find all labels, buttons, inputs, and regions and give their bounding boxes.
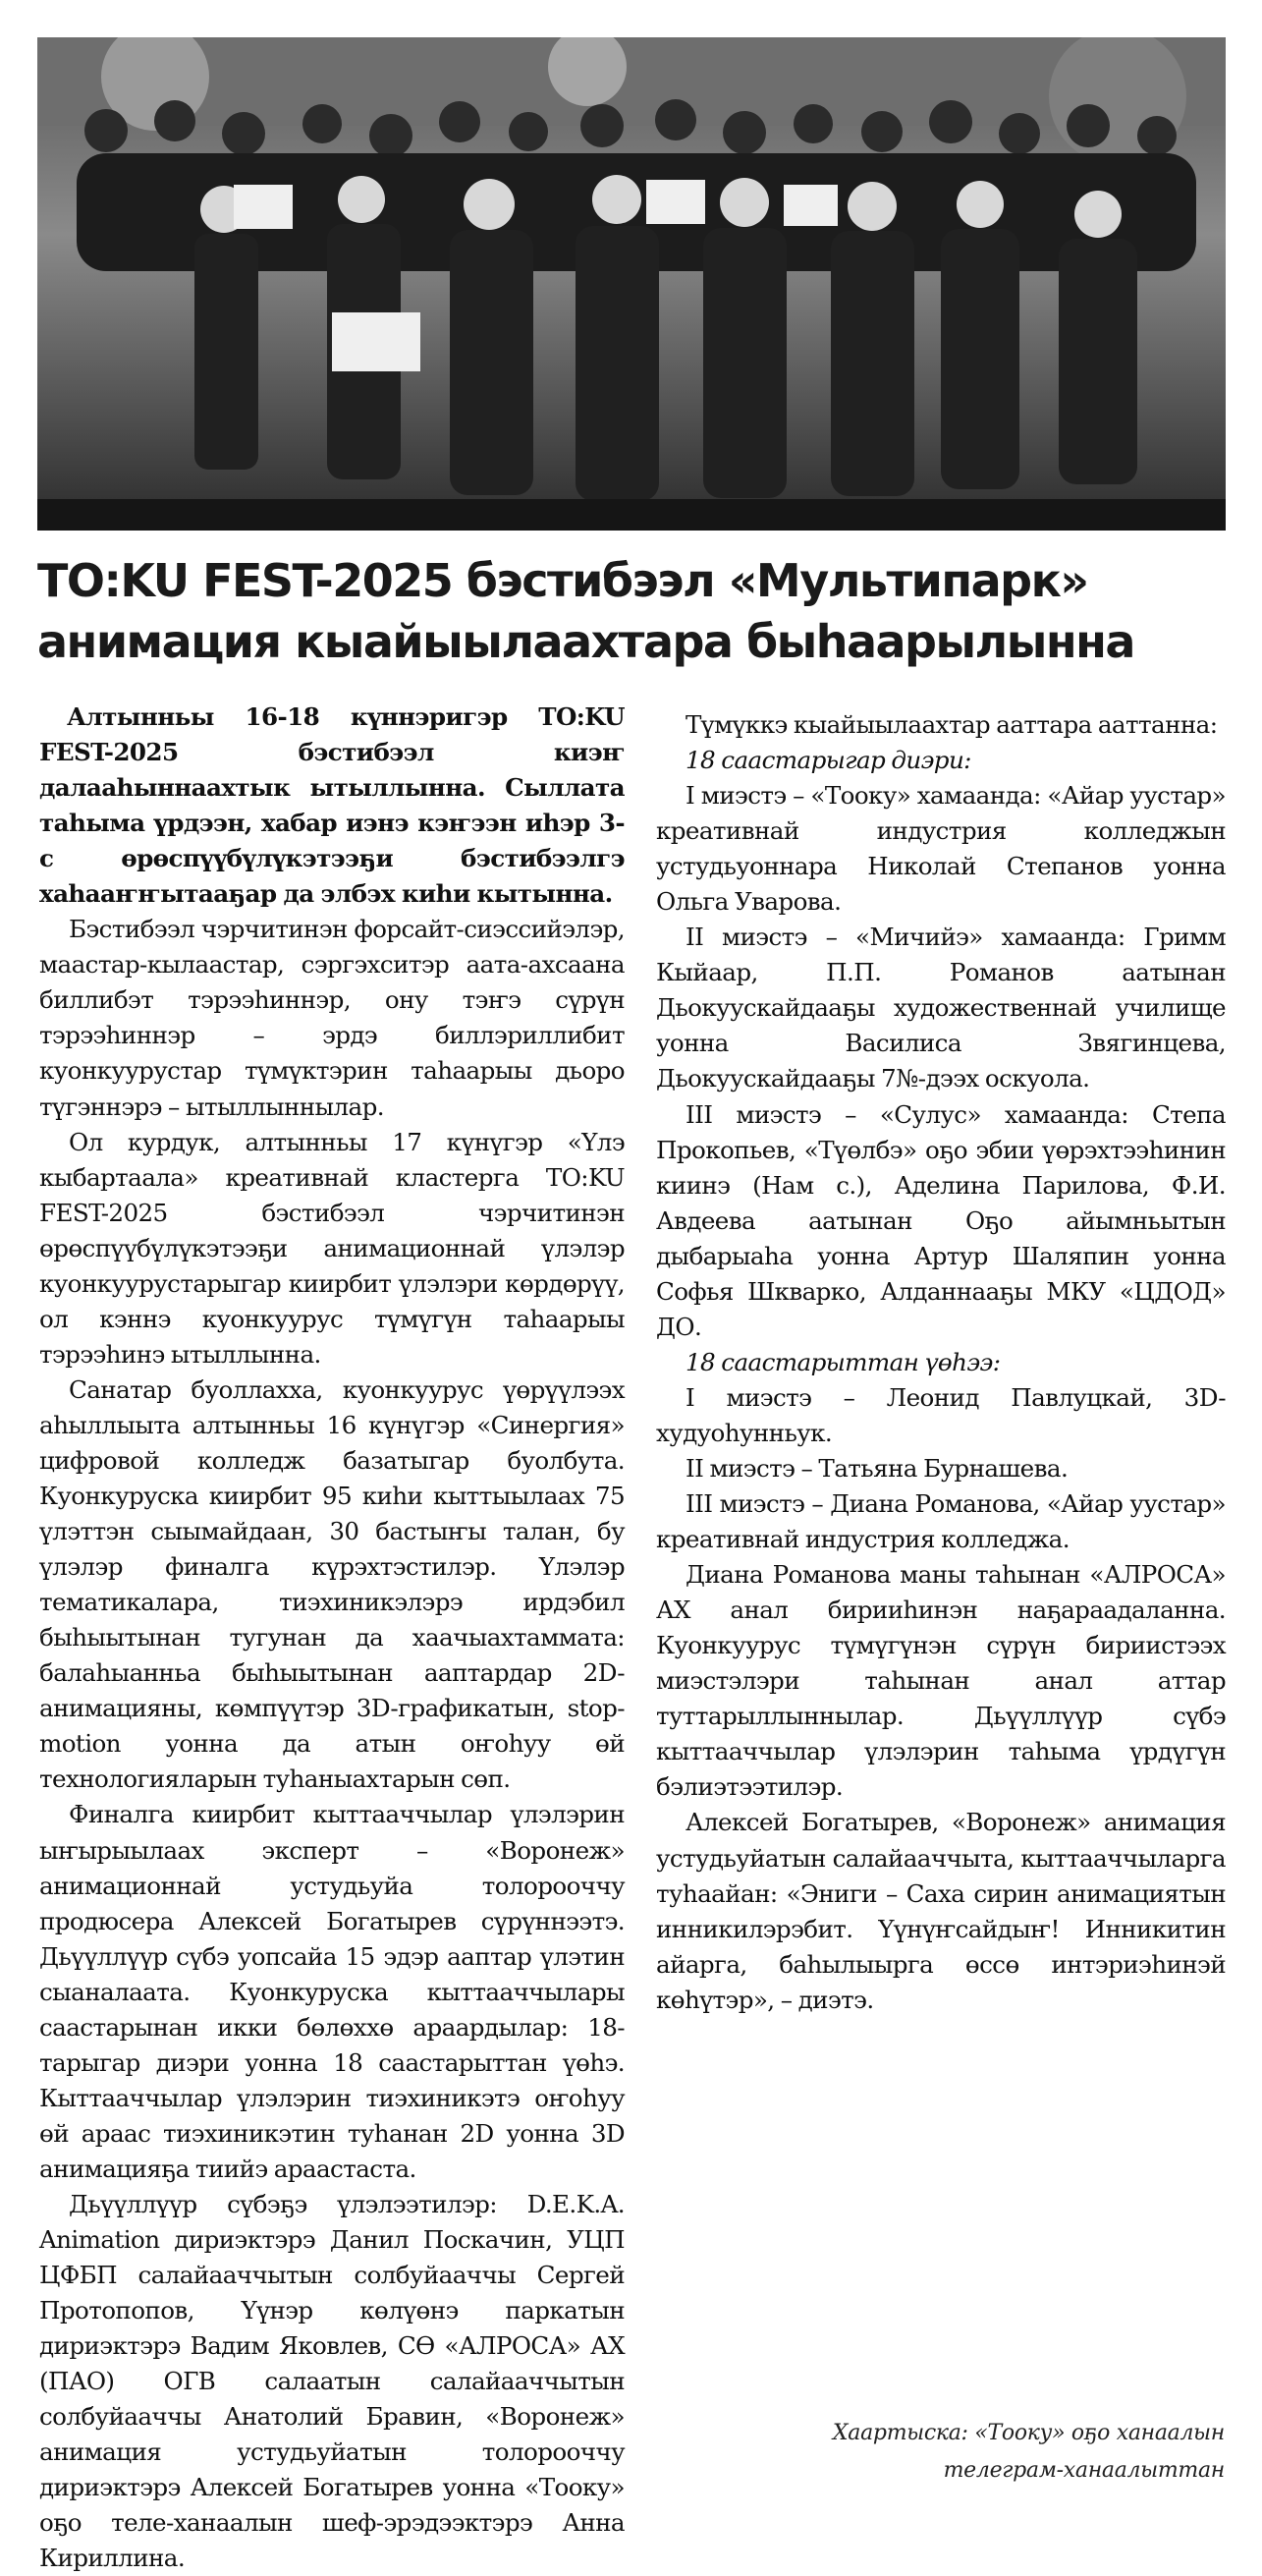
category-heading: 18 саастарыгар диэри:	[686, 746, 971, 775]
article-column-right	[656, 707, 1226, 2018]
paragraph: Түмүккэ кыайыылаахтар ааттара ааттанна:	[686, 710, 1218, 739]
caption-line-2: телеграм-ханаалыттан	[943, 2458, 1225, 2483]
group-photo	[37, 37, 1226, 531]
paragraph: Алексей Богатырев, «Воронеж» анимация устудьуйатын салайааччыта, кыттааччыларга туһаайан: «Эниги – Саха сирин анимациятын инникилэрэбит. Үүнүҥсайдыҥ! Инникитин айарга, баһылыырга өссө интэриэһинэй көһүтэр», – диэтэ.	[656, 1808, 1226, 2014]
winner-entry: III миэстэ – «Сулус» хамаанда: Степа Прокопьев, «Түөлбэ» оҕо эбии үөрэхтээһинин киинэ (Нам с.), Аделина Парилова, Ф.И. Авдеева аатынан Оҕо айымньытын дыбарыаһа уонна Артур Шаляпин уонна Софья Шкварко, Алданнааҕы МКУ «ЦДОД» ДО.	[656, 1099, 1226, 1341]
paragraph: Санатар буоллахха, куонкуурус үөрүүлээх аһыллыыта алтынньы 16 күнүгэр «Синергия» цифровой колледж базатыгар буолбута. Куонкуруска киирбит 95 киһи кыттыылаах 75 үлэттэн сыымайдаан, 30 бастыҥы талан, бу үлэлэр финалга күрэхтэстилэр. Үлэлэр тематикалара, тиэхиникэлэрэ ирдэбил быһыытынан тугунан да хаачыахтаммата: балаһыанньа быһыытынан ааптардар 2D-анимацияны, көмпүүтэр 3D-графикатын, stop-motion уонна да атын оҥоһуу өй технологияларын туһаныахтарын сөп.	[39, 1374, 625, 1794]
headline-line-2: анимация кыайыылаахтара быһаарылынна	[37, 615, 1134, 668]
lead-paragraph: Алтынньы 16-18 күннэригэр TO:KU FEST-2025 бэстибээл киэҥ далааһыннаахтык ытыллынна. Сыллата таһыма үрдээн, хабар иэнэ кэҥээн иһэр 3-с өрөспүүбүлүкэтээҕи бэстибээлгэ хаһааҥҥытааҕар да элбэх киһи кытынна.	[39, 702, 625, 909]
paragraph: Дьүүллүүр сүбэҕэ үлэлээтилэр: D.E.K.A. Animation дириэктэрэ Данил Поскачин, УЦП ЦФБП салайааччытын солбуйааччы Сергей Протопопов, Үүнэр көлүөнэ паркатын дириэктэрэ Вадим Яковлев, СӨ «АЛРОСА» АХ (ПАО) ОГВ салаатын салайааччытын солбуйааччы Анатолий Бравин, «Воронеж» анимация устудьуйатын толорооччу дириэктэрэ Алексей Богатырев уонна «Тооку» оҕо теле-ханаалын шеф-эрэдээктэрэ Анна Кириллина.	[39, 2189, 625, 2573]
winner-entry: II миэстэ – «Мичийэ» хамаанда: Гримм Кыйаар, П.П. Романов аатынан Дьокуускайдааҕы художественнай училище уонна Василиса Звягинцева, Дьокуускайдааҕы 7№-дээх оскуола.	[656, 923, 1226, 1093]
paragraph: Бэстибээл чэрчитинэн форсайт-сиэссийэлэр, маастар-кылаастар, сэргэхситэр аата-ахсаана биллибэт тэрээһиннэр, ону тэҥэ сүрүн тэрээһиннэр – эрдэ биллэриллибит куонкуурустар түмүктэрин таһаарыы дьоро түгэннэрэ – ытыллыннылар.	[39, 915, 625, 1121]
paragraph: Ол курдук, алтынньы 17 күнүгэр «Үлэ кыбартаала» креативнай кластерга TO:KU FEST-2025 бэстибээл чэрчитинэн өрөспүүбүлүкэтээҕи анимационнай үлэлэр куонкуурустарыгар киирбит үлэлэри көрдөрүү, ол кэннэ куонкуурус түмүгүн таһаарыы тэрээһинэ ытыллынна.	[39, 1127, 625, 1369]
winner-entry: II миэстэ – Татьяна Бурнашева.	[686, 1453, 1069, 1483]
headline	[37, 550, 1231, 672]
paragraph: Диана Романова маны таһынан «АЛРОСА» АХ анал бирииһинэн наҕараадаланна. Куонкуурус түмүгүнэн сүрүн бириистээх миэстэлэри таһынан анал аттар туттарыллыннылар. Дьүүллүүр сүбэ кыттааччылар үлэлэрин таһыма үрдүгүн бэлиэтээтилэр.	[656, 1560, 1226, 1802]
paragraph: Финалга киирбит кыттааччылар үлэлэрин ыҥырыылаах эксперт – «Воронеж» анимационнай устудьуйа толорооччу продюсера Алексей Богатырев сүрүннээтэ. Дьүүллүүр сүбэ уопсайа 15 эдэр ааптар үлэтин сыаналаата. Куонкуруска кыттааччылары саастарынан икки бөлөххө араардылар: 18-тарыгар диэри уонна 18 саастарыттан үөһэ. Кыттааччылар үлэлэрин тиэхиникэтэ оҥоһуу өй араас тиэхиникэтин туһанан 2D уонна 3D анимацияҕа тиийэ араастаста.	[39, 1800, 625, 2183]
winner-entry: I миэстэ – «Тооку» хамаанда: «Айар уустар» креативнай индустрия колледжын устудьуоннара Николай Степанов уонна Ольга Уварова.	[656, 781, 1226, 917]
category-heading: 18 саастарыттан үөһээ:	[686, 1347, 1001, 1376]
photo-caption	[635, 2415, 1225, 2490]
winner-entry: I миэстэ – Леонид Павлуцкай, 3D-худуоһунньук.	[656, 1382, 1226, 1447]
group-photo-image	[37, 37, 1226, 531]
caption-line-1: Хаартыска: «Тооку» оҕо ханаалын	[832, 2421, 1225, 2445]
article-column-left	[39, 700, 625, 2576]
headline-line-1: TO:KU FEST-2025 бэстибээл «Мультипарк»	[37, 554, 1088, 607]
winner-entry: III миэстэ – Диана Романова, «Айар уустар» креативнай индустрия колледжа.	[656, 1489, 1226, 1554]
